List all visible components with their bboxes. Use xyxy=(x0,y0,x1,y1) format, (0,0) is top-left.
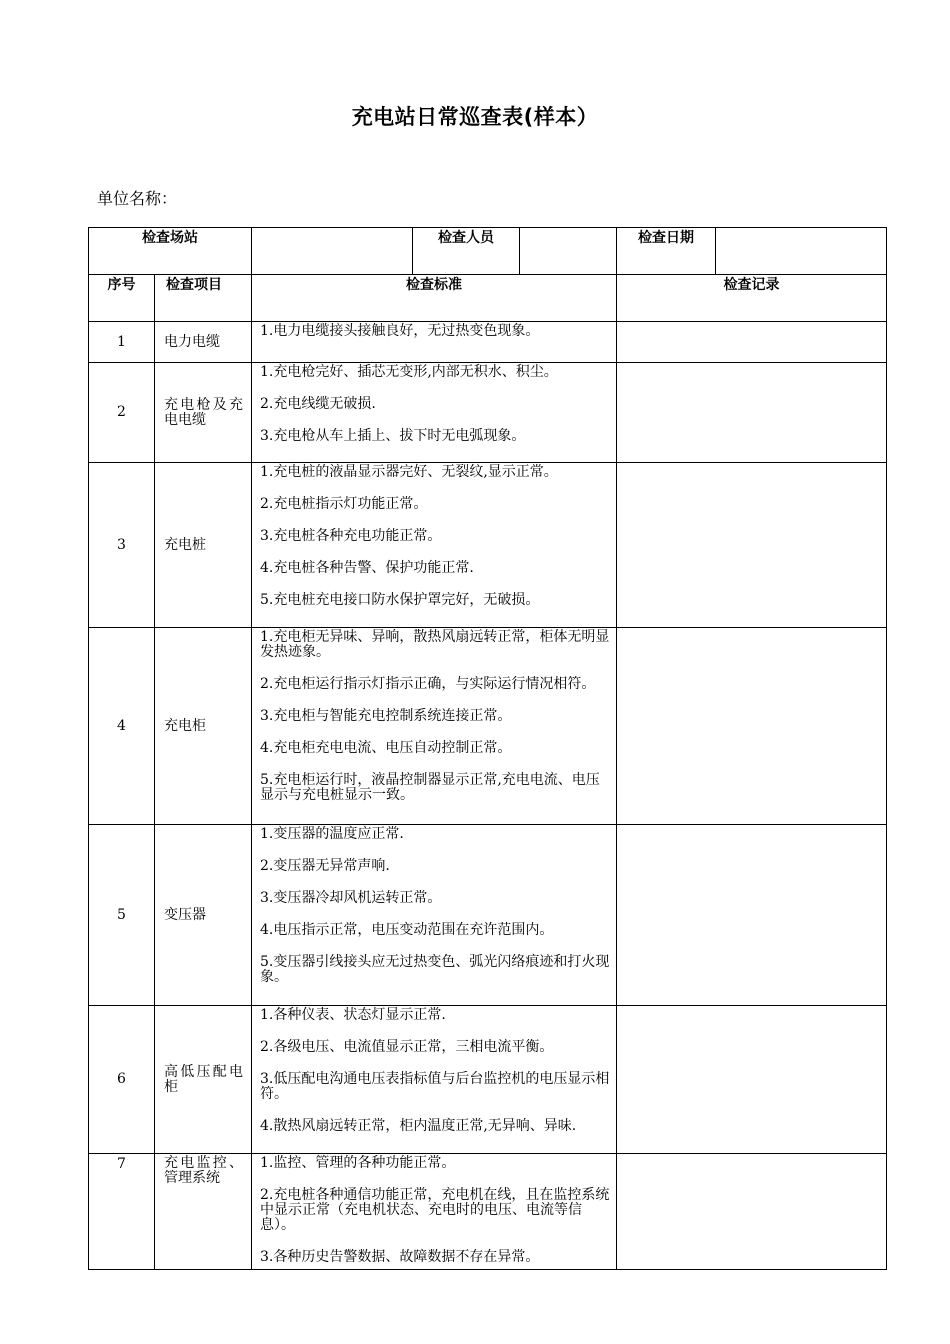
table-row xyxy=(89,628,887,825)
standard-line: 2.充电柜运行指示灯指示正确，与实际运行情况相符。 xyxy=(260,676,596,692)
row-item: 充电监控、管理系统 xyxy=(155,1154,252,1270)
table-row xyxy=(89,1154,887,1270)
row-item: 变压器 xyxy=(155,825,252,1006)
table-row xyxy=(89,825,887,1006)
standard-line: 5.变压器引线接头应无过热变色、弧光闪络痕迹和打火现象。 xyxy=(260,954,610,985)
inspection-table xyxy=(88,227,887,1270)
header-info-row xyxy=(89,228,887,275)
station-label: 检查场站 xyxy=(89,228,252,275)
standard-line: 2.各级电压、电流值显示正常，三相电流平衡。 xyxy=(260,1039,554,1055)
standard-line: 3.充电柜与智能充电控制系统连接正常。 xyxy=(260,708,512,724)
standard-line: 2.充电线缆无破损. xyxy=(260,396,376,412)
standard-line: 3.低压配电沟通电压表指标值与后台监控机的电压显示相符。 xyxy=(260,1071,610,1102)
standard-line: 5.充电柜运行时，液晶控制器显示正常,充电电流、电压显示与充电桩显示一致。 xyxy=(260,772,600,803)
station-value-field[interactable] xyxy=(252,228,413,275)
row-standards xyxy=(252,463,617,628)
standard-line: 1.电力电缆接头接触良好，无过热变色现象。 xyxy=(260,323,540,339)
standard-line: 2.充电桩指示灯功能正常。 xyxy=(260,496,428,512)
table-row xyxy=(89,1006,887,1154)
row-seq: 6 xyxy=(89,1006,155,1154)
standard-line: 4.充电桩各种告警、保护功能正常. xyxy=(260,560,474,576)
standard-line: 1.变压器的温度应正常. xyxy=(260,826,404,842)
row-standards xyxy=(252,628,617,825)
row-item: 电力电缆 xyxy=(155,322,252,363)
row-record-field[interactable] xyxy=(617,363,887,463)
column-header-item: 检查项目 xyxy=(155,275,252,322)
inspection-rows xyxy=(89,322,887,1270)
standard-line: 3.充电桩各种充电功能正常。 xyxy=(260,528,442,544)
column-header-seq: 序号 xyxy=(89,275,155,322)
row-record-field[interactable] xyxy=(617,463,887,628)
standard-line: 4.散热风扇远转正常，柜内温度正常,无异响、异味. xyxy=(260,1118,577,1134)
row-standards xyxy=(252,825,617,1006)
standard-line: 4.充电柜充电电流、电压自动控制正常。 xyxy=(260,740,512,756)
row-seq: 1 xyxy=(89,322,155,363)
row-seq: 2 xyxy=(89,363,155,463)
row-record-field[interactable] xyxy=(617,628,887,825)
column-header-row xyxy=(89,275,887,322)
table-row xyxy=(89,322,887,363)
standard-line: 1.充电柜无异味、异响，散热风扇远转正常，柜体无明显发热迹象。 xyxy=(260,629,610,660)
inspector-value-field[interactable] xyxy=(520,228,617,275)
row-record-field[interactable] xyxy=(617,322,887,363)
row-seq: 3 xyxy=(89,463,155,628)
standard-line: 4.电压指示正常，电压变动范围在充许范围内。 xyxy=(260,922,554,938)
row-record-field[interactable] xyxy=(617,1154,887,1270)
date-value-field[interactable] xyxy=(716,228,887,275)
row-standards xyxy=(252,1154,617,1270)
row-record-field[interactable] xyxy=(617,1006,887,1154)
column-header-record: 检查记录 xyxy=(617,275,887,322)
page-title: 充电站日常巡查表(样本） xyxy=(351,105,599,129)
row-item: 充电柜 xyxy=(155,628,252,825)
date-label: 检查日期 xyxy=(617,228,716,275)
row-item: 充电枪及充电电缆 xyxy=(155,363,252,463)
standard-line: 3.各种历史告警数据、故障数据不存在异常。 xyxy=(260,1249,540,1265)
row-item: 高低压配电柜 xyxy=(155,1006,252,1154)
standard-line: 1.各种仪表、状态灯显示正常. xyxy=(260,1007,446,1023)
standard-line: 2.变压器无异常声响. xyxy=(260,858,390,874)
table-row xyxy=(89,363,887,463)
standard-line: 1.充电枪完好、插芯无变形,内部无积水、积尘。 xyxy=(260,364,558,380)
table-row xyxy=(89,463,887,628)
row-seq: 7 xyxy=(89,1154,155,1270)
row-standards xyxy=(252,322,617,363)
unit-name-label: 单位名称： xyxy=(97,189,178,208)
row-record-field[interactable] xyxy=(617,825,887,1006)
row-seq: 5 xyxy=(89,825,155,1006)
standard-line: 1.充电桩的液晶显示器完好、无裂纹,显示正常。 xyxy=(260,464,558,480)
standard-line: 2.充电桩各种通信功能正常，充电机在线，且在监控系统中显示正常（充电机状态、充电时的电压、电流等信息）。 xyxy=(260,1187,610,1233)
row-standards xyxy=(252,363,617,463)
row-item: 充电桩 xyxy=(155,463,252,628)
standard-line: 3.充电枪从车上插上、拔下时无电弧现象。 xyxy=(260,428,526,444)
row-standards xyxy=(252,1006,617,1154)
row-seq: 4 xyxy=(89,628,155,825)
inspector-label: 检查人员 xyxy=(413,228,520,275)
standard-line: 5.充电桩充电接口防水保护罩完好，无破损。 xyxy=(260,592,540,608)
standard-line: 3.变压器冷却风机运转正常。 xyxy=(260,890,442,906)
standard-line: 1.监控、管理的各种功能正常。 xyxy=(260,1155,456,1171)
column-header-standard: 检查标准 xyxy=(252,275,617,322)
